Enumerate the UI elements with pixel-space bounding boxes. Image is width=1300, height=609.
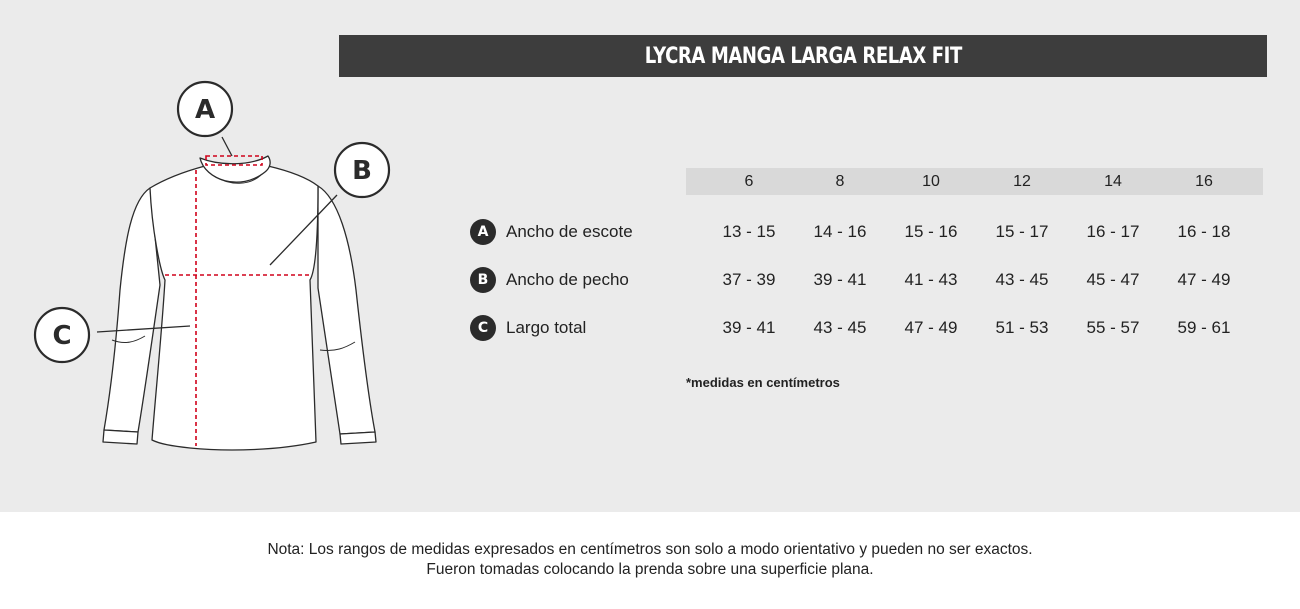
measurement-value: 45 - 47 xyxy=(1086,270,1140,289)
size-header-cell: 14 xyxy=(1104,173,1122,190)
disclaimer-note xyxy=(0,540,1300,580)
measurement-value: 13 - 15 xyxy=(722,222,776,241)
size-header-cell: 10 xyxy=(922,173,940,190)
row-label: Ancho de escote xyxy=(506,222,633,241)
measurement-value: 59 - 61 xyxy=(1177,318,1231,337)
shirt-body xyxy=(150,166,318,450)
measurement-value: 43 - 45 xyxy=(813,318,867,337)
measurement-value: 47 - 49 xyxy=(904,318,958,337)
size-header-cell: 16 xyxy=(1195,173,1213,190)
disclaimer-line: Nota: Los rangos de medidas expresados en centímetros son solo a modo orientativo y pueden no ser exactos. xyxy=(267,541,1033,558)
callout-b-label: B xyxy=(352,156,372,186)
measurement-value: 51 - 53 xyxy=(995,318,1049,337)
measurement-value: 16 - 18 xyxy=(1177,222,1231,241)
left-sleeve xyxy=(104,188,160,432)
measurement-row-neck xyxy=(470,218,1270,246)
measurement-value: 39 - 41 xyxy=(722,318,776,337)
measurement-value: 55 - 57 xyxy=(1086,318,1140,337)
left-cuff xyxy=(103,430,138,444)
measurement-value: 41 - 43 xyxy=(904,270,958,289)
size-header-cell: 8 xyxy=(835,173,845,190)
title-bar xyxy=(339,35,1267,77)
measurement-row-chest xyxy=(470,266,1270,294)
measurement-value: 37 - 39 xyxy=(722,270,776,289)
chart-title: LYCRA MANGA LARGA RELAX FIT xyxy=(644,43,962,69)
size-header-cell: 6 xyxy=(744,173,754,190)
size-header-cell: 12 xyxy=(1013,173,1031,190)
measurement-value: 47 - 49 xyxy=(1177,270,1231,289)
units-footnote: *medidas en centímetros xyxy=(686,375,840,390)
row-key-badge: A xyxy=(470,219,496,245)
row-key-badge: C xyxy=(470,315,496,341)
row-label: Largo total xyxy=(506,318,587,337)
measurement-row-length xyxy=(470,314,1270,342)
callout-a-label: A xyxy=(194,95,216,125)
measurement-value: 15 - 16 xyxy=(904,222,958,241)
measurement-value: 15 - 17 xyxy=(995,222,1049,241)
measurement-value: 43 - 45 xyxy=(995,270,1049,289)
right-sleeve xyxy=(318,186,375,434)
measurement-value: 39 - 41 xyxy=(813,270,867,289)
right-cuff xyxy=(340,432,376,444)
disclaimer-line: Fueron tomadas colocando la prenda sobre una superficie plana. xyxy=(426,561,874,578)
callout-c-label: C xyxy=(52,321,72,351)
measurement-value: 14 - 16 xyxy=(813,222,867,241)
measurement-value: 16 - 17 xyxy=(1086,222,1140,241)
row-key-badge: B xyxy=(470,267,496,293)
size-header-row xyxy=(686,168,1263,195)
row-label: Ancho de pecho xyxy=(506,270,629,289)
shirt-illustration xyxy=(0,0,420,470)
